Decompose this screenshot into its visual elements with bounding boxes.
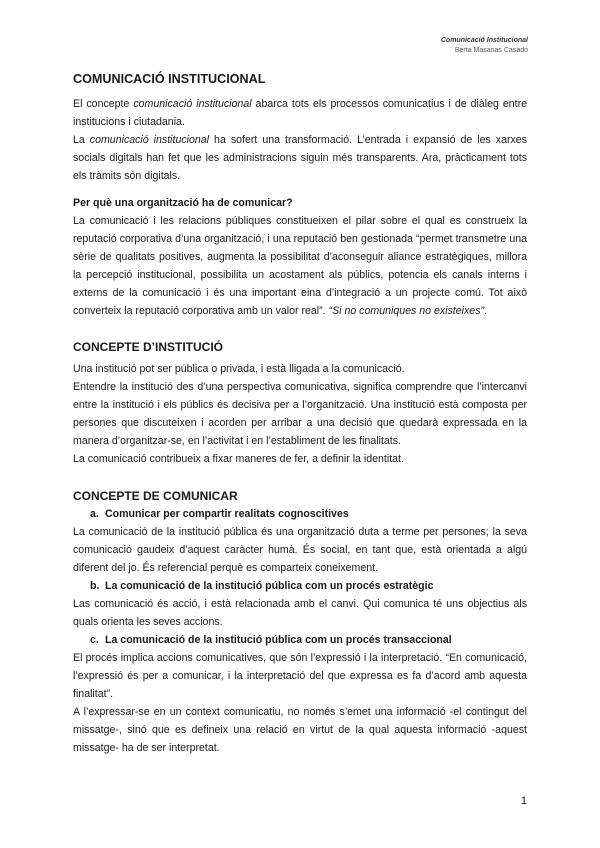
why-quote: “Si no comuniques no existeixes” — [328, 305, 485, 317]
institution-paragraph-2: Entendre la institució des d’una perspectiva comunicativa, significa comprendre que l’intercanvi entre la institució i els públics és decisiva per a l’organització. Una institució està composta per persones que discuteixen i acorden per arribar a una decisió que quedarà expressada en la manera d’organitzar-se, en l’activitat i en l’establiment de les finalitats. — [73, 381, 527, 447]
intro-p1-text-a: El concepte — [73, 98, 134, 110]
list-item-c-title — [73, 631, 527, 649]
header-author: Berta Masanas Casado — [454, 47, 528, 54]
list-marker: c. — [90, 634, 99, 646]
list-item-title: La comunicació de la institució pública com un procés estratègic — [105, 580, 434, 592]
header-title: Comunicació Institucional — [440, 37, 528, 44]
running-header — [441, 36, 528, 56]
intro-p2-text-b: ha sofert una transformació. L’entrada i expansió de les xarxes socials digitals han fet que les administracions siguin més transparents. Ara, pràcticament tots els tràmits són digitals. — [73, 134, 527, 182]
list-marker: b. — [90, 580, 100, 592]
list-item-a-paragraph: La comunicació de la institució pública és una organització duta a terme per persones; la seva comunicació gaudeix d’aquest caràcter humà. És social, en tant que, està orientada a algú diferent del jo. És referencial perquè es comparteix coneixement. — [73, 526, 527, 574]
list-item-c-paragraph-1: El procés implica accions comunicatives, que són l’expressió i la interpretació. “En comunicació, l’expressió és per a comunicar, i la interpretació del que expressa es fa d’acord amb aquesta finalitat”. — [73, 652, 527, 700]
page-number: 1 — [520, 795, 527, 807]
why-text-end: . — [484, 305, 487, 317]
intro-p2-text-a: La — [73, 134, 90, 146]
why-paragraph — [73, 212, 527, 320]
communicate-heading: CONCEPTE DE COMUNICAR — [73, 489, 238, 503]
intro-p2-term: comunicació institucional — [89, 134, 210, 146]
list-item-a-title — [73, 505, 527, 523]
list-item-b-title — [73, 577, 527, 595]
intro-p1-term: comunicació institucional — [133, 98, 252, 110]
list-marker: a. — [90, 508, 99, 520]
document-body — [73, 71, 527, 757]
institution-heading: CONCEPTE D’INSTITUCIÓ — [73, 340, 224, 354]
why-text: La comunicació i les relacions públiques constitueixen el pilar sobre el qual es construeix la reputació corporativa d’una organització, i una reputació ben gestionada “permet transmetre una sèrie de qualitats positives, augmenta la possibilitat d’aconseguir aliance estratègiques, millora la percepció institucional, possibilita un acostament als públics, potencia els canals interns i externs de la comunicació i és una important eina d’integració a un projecte comú. Tot això converteix la reputació corporativa amb un valor real”. — [73, 215, 527, 317]
why-heading: Per què una organització ha de comunicar? — [73, 197, 293, 209]
list-item-title: Comunicar per compartir realitats cognoscitives — [105, 508, 349, 520]
main-title: COMUNICACIÓ INSTITUCIONAL — [73, 72, 266, 86]
institution-paragraph-1: Una institució pot ser pública o privada, i està lligada a la comunicació. — [73, 363, 405, 375]
institution-paragraph-3: La comunicació contribueix a fixar maneres de fer, a definir la identitat. — [73, 453, 404, 465]
list-item-title: La comunicació de la institució pública com un procés transaccional — [105, 634, 452, 646]
intro-paragraph-1 — [73, 95, 527, 131]
list-item-b-paragraph: Las comunicació és acció, i està relacionada amb el canvi. Qui comunica té uns objectius als quals orienta les seves accions. — [73, 598, 527, 628]
list-item-c-paragraph-2: A l’expressar-se en un context comunicatiu, no només s’emet una informació -el contingut del missatge-, sinó que es defineix una relació en virtut de la qual aquesta informació -aquest missatge- ha de ser interpretat. — [73, 706, 527, 754]
intro-p1-text-b: abarca tots els processos comunicatius i de diàleg entre institucions i ciutadania. — [73, 98, 527, 128]
intro-paragraph-2 — [73, 131, 527, 185]
